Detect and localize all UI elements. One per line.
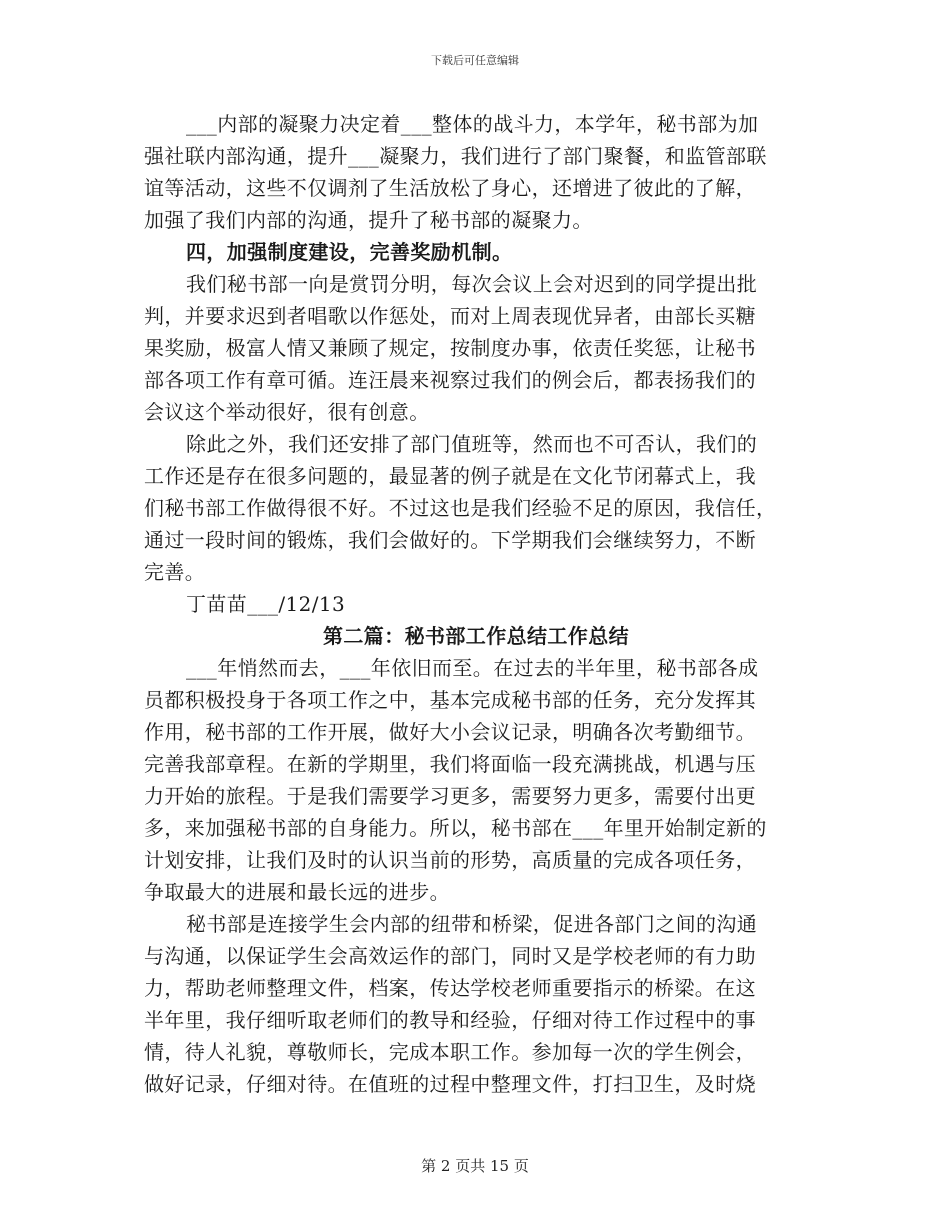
text-line: 谊等活动，这些不仅调剂了生活放松了身心，还增进了彼此的了解， xyxy=(144,176,756,200)
text-line: 做好记录，仔细对待。在值班的过程中整理文件，打扫卫生，及时烧 xyxy=(144,1072,756,1096)
text-line: 作用，秘书部的工作开展，做好大小会议记录，明确各次考勤细节。 xyxy=(144,720,756,744)
text-line: 争取最大的进展和最长远的进步。 xyxy=(144,880,450,904)
text-line: 员都积极投身于各项工作之中，基本完成秘书部的任务，充分发挥其 xyxy=(144,688,756,712)
text-line: 与沟通，以保证学生会高效运作的部门，同时又是学校老师的有力助 xyxy=(144,944,756,968)
section-heading: 四，加强制度建设，完善奖励机制。 xyxy=(186,240,513,264)
text-line: 判，并要求迟到者唱歌以作惩处，而对上周表现优异者，由部长买糖 xyxy=(144,304,756,328)
text-line: 工作还是存在很多问题的，最显著的例子就是在文化节闭幕式上，我 xyxy=(144,464,756,488)
text-line: 部各项工作有章可循。连汪晨来视察过我们的例会后，都表扬我们的 xyxy=(144,368,756,392)
text-line: 完善。 xyxy=(144,560,206,584)
text-line: 半年里，我仔细听取老师们的教导和经验，仔细对待工作过程中的事 xyxy=(144,1008,756,1032)
text-line: 强社联内部沟通，提升___凝聚力，我们进行了部门聚餐，和监管部联 xyxy=(144,144,767,168)
text-line: 会议这个举动很好，很有创意。 xyxy=(144,400,430,424)
text-line: ___内部的凝聚力决定着___整体的战斗力，本学年，秘书部为加 xyxy=(186,112,759,136)
text-line: 们秘书部工作做得很不好。不过这也是我们经验不足的原因，我信任， xyxy=(144,496,777,520)
text-line: 丁苗苗___/12/13 xyxy=(186,592,346,616)
text-line: 多，来加强秘书部的自身能力。所以，秘书部在___年里开始制定新的 xyxy=(144,816,767,840)
section-title: 第二篇：秘书部工作总结工作总结 xyxy=(323,624,629,648)
text-line: 除此之外，我们还安排了部门值班等，然而也不可否认，我们的 xyxy=(186,432,758,456)
text-line: 果奖励，极富人情又兼顾了规定，按制度办事，依责任奖惩，让秘书 xyxy=(144,336,756,360)
text-line: 计划安排，让我们及时的认识当前的形势，高质量的完成各项任务， xyxy=(144,848,756,872)
header-note: 下载后可任意编辑 xyxy=(431,54,519,67)
text-line: 我们秘书部一向是赏罚分明，每次会议上会对迟到的同学提出批 xyxy=(186,272,758,296)
text-line: 力开始的旅程。于是我们需要学习更多，需要努力更多，需要付出更 xyxy=(144,784,756,808)
document-body xyxy=(144,108,808,1100)
page-number: 第 2 页共 15 页 xyxy=(421,1157,529,1175)
text-line: 加强了我们内部的沟通，提升了秘书部的凝聚力。 xyxy=(144,208,593,232)
text-line: ___年悄然而去，___年依旧而至。在过去的半年里，秘书部各成 xyxy=(186,656,759,680)
text-line: 情，待人礼貌，尊敬师长，完成本职工作。参加每一次的学生例会， xyxy=(144,1040,756,1064)
text-line: 完善我部章程。在新的学期里，我们将面临一段充满挑战，机遇与压 xyxy=(144,752,756,776)
text-line: 通过一段时间的锻炼，我们会做好的。下学期我们会继续努力，不断 xyxy=(144,528,756,552)
text-line: 力，帮助老师整理文件，档案，传达学校老师重要指示的桥梁。在这 xyxy=(144,976,756,1000)
text-line: 秘书部是连接学生会内部的纽带和桥梁，促进各部门之间的沟通 xyxy=(186,912,758,936)
